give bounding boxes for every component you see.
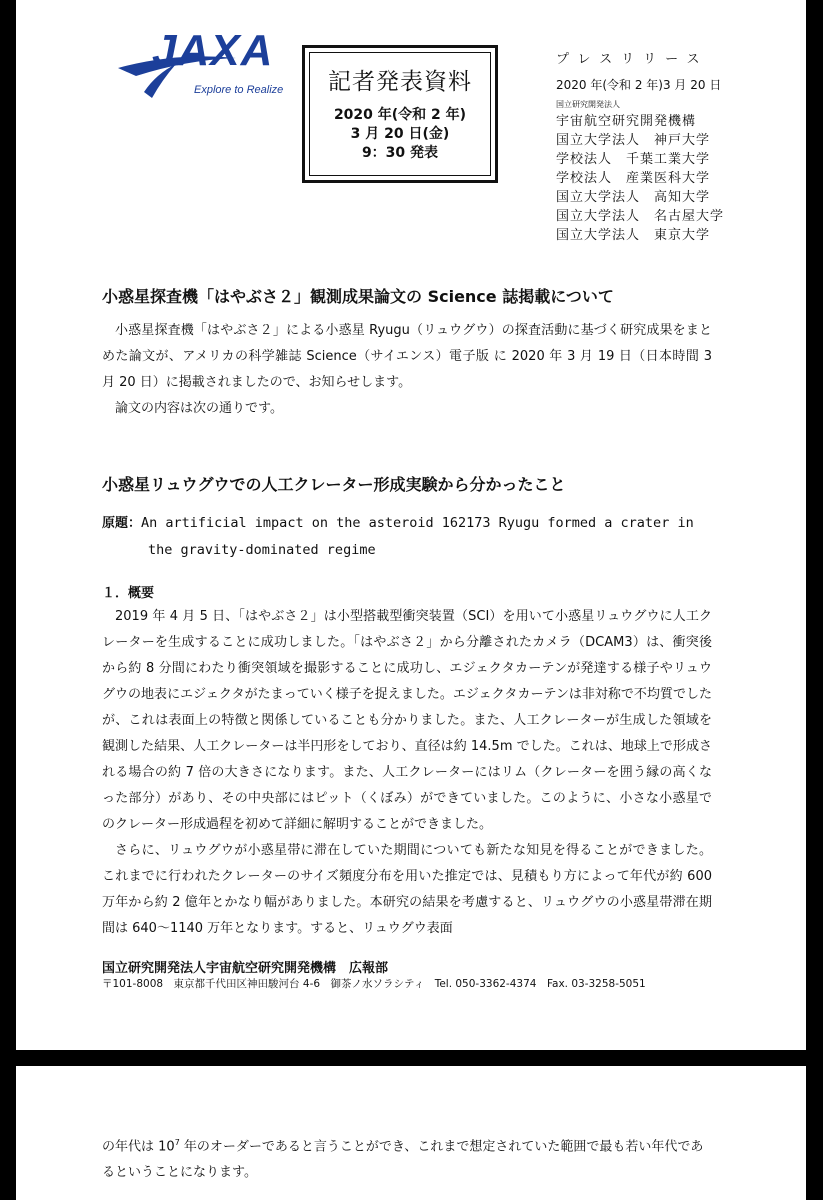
original-title-label: 原題： [102,516,142,531]
section-subtitle: 小惑星リュウグウでの人工クレーター形成実験から分かったこと [102,475,566,494]
document-title: 小惑星探査機「はやぶさ２」観測成果論文の Science 誌掲載について [102,287,614,306]
original-title-line1: An artificial impact on the asteroid 162173 Ryugu formed a crater in [141,515,694,531]
logo-wordmark: JAXA [152,26,274,75]
press-box-date: 2020 年(令和 2 年) 3 月 20 日(金) 9：30 発表 [333,107,467,161]
release-date: 2020 年(令和 2 年)3 月 20 日 [556,78,722,92]
press-release-label: プレスリリース [556,52,709,67]
document-page-1 [16,0,806,1050]
press-materials-box [302,45,498,183]
intro-paragraph: 小惑星探査機「はやぶさ２」による小惑星 Ryugu（リュウグウ）の探査活動に基づく研究成果をまとめた論文が、アメリカの科学雑誌 Science（サイエンス）電子版 に 2020 年 3 月 19 日（日本時間 3 月 20 日）に掲載されましたので、お知らせします。 [102,323,712,390]
logo-tagline: Explore to Realize [194,84,284,96]
original-title-line2: the gravity-dominated regime [148,542,376,558]
overview-paragraph-2: さらに、リュウグウが小惑星帯に滞在していた期間についても新たな知見を得ることができました。これまでに行われたクレーターのサイズ頻度分布を用いた推定では、見積もり方によって年代が約 600 万年から約 2 億年とかなり幅がありました。本研究の結果を考慮すると、リュウグウの小惑星帯滞在期間は 640～1140 万年となります。すると、リュウグウ表面 [102,843,712,936]
header-right [556,48,796,245]
org-item: 国立大学法人 高知大学 [556,190,711,205]
org-item: 学校法人 産業医科大学 [556,171,711,186]
jaxa-logo [116,22,316,112]
page2-paragraph: の年代は $10^7$ 年のオーダーであると言うことができ、これまで想定されていた範囲で最も若い年代であるということになります。 [102,1138,704,1181]
org-item: 国立大学法人 東京大学 [556,228,711,243]
exponent: 7 [174,1138,180,1147]
org-type-label: 国立研究開発法人 [556,100,620,109]
org-item: 国立大学法人 神戸大学 [556,133,711,148]
document-page-2 [16,1066,806,1200]
org-item: 宇宙航空研究開発機構 [556,114,697,129]
original-title [102,510,694,564]
overview-paragraph-1: 2019 年 4 月 5 日、「はやぶさ２」は小型搭載型衝突装置（SCI）を用いて小惑星リュウグウに人工クレーターを生成することに成功しました。「はやぶさ２」から分離されたカメラ（DCAM3）は、衝突後から約 8 分間にわたり衝突領域を撮影することに成功し、エジェクタカーテンが発達する様子やリュウグウの地表にエジェクタがたまっていく様子を捉えました。エジェクタカーテンは非対称で不均質でしたが、これは表面上の特徴と関係していることも分かりました。また、人工クレーターが生成した領域を観測した結果、人工クレーターは半円形をしており、直径は約 14.5m でした。これは、地球上で形成される場合の約 7 倍の大きさになります。また、人工クレーターにはリム（クレーターを囲う縁の高くなった部分）があり、その中央部にはピット（くぼみ）ができていました。このように、小さな小惑星でのクレーター形成過程を初めて詳細に解明することができました。 [102,609,712,832]
org-item: 学校法人 千葉工業大学 [556,152,711,167]
footer-organization: 国立研究開発法人宇宙航空研究開発機構 広報部 [102,961,389,976]
intro-paragraph-2: 論文の内容は次の通りです。 [115,401,283,416]
press-box-title: 記者発表資料 [328,69,472,95]
org-list [556,112,796,245]
footer-address: 〒101-8008 東京都千代田区神田駿河台 4-6 御茶ノ水ソラシティ Tel. 050-3362-4374 Fax. 03-3258-5051 [102,978,646,990]
org-item: 国立大学法人 名古屋大学 [556,209,725,224]
overview-heading: １．概要 [102,586,155,601]
